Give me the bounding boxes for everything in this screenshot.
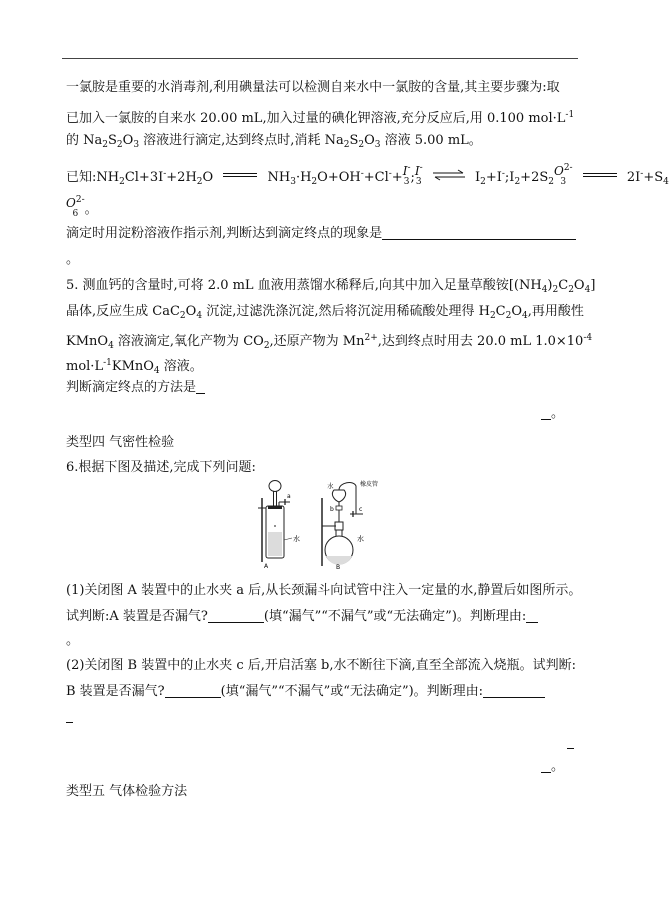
answer-blank-endpoint[interactable] bbox=[382, 225, 576, 240]
tetrathionate: O2- 6 bbox=[66, 195, 85, 219]
q6-p2-blank-line2 bbox=[567, 734, 574, 752]
label-water-b1: 水 bbox=[327, 482, 334, 490]
answer-blank-q6-2d[interactable] bbox=[567, 734, 574, 749]
p1-line2: 已加入一氯胺的自来水 20.00 mL,加入过量的碘化钾溶液,充分反应后,用 0.100 $mol\cdot L^{-1}$ bbox=[66, 110, 575, 126]
q6-intro: 6.根据下图及描述,完成下列问题: bbox=[66, 460, 256, 475]
answer-blank-q6-1a[interactable] bbox=[208, 608, 264, 623]
answer-blank-q6-2c[interactable] bbox=[66, 708, 73, 723]
label-B: B bbox=[336, 564, 341, 571]
label-rubber-tube: 橡皮管 bbox=[360, 481, 379, 488]
answer-blank-q6-2e[interactable] bbox=[541, 758, 551, 773]
tetrathionate-line: O2- 6 。 bbox=[66, 195, 98, 219]
apparatus-figure bbox=[250, 478, 390, 570]
p1-line3: 的 $Na_2S_2O_3$ 溶液进行滴定,达到终点时,消耗 $Na_2S_2O_3$ 溶液 5.00 mL。 bbox=[66, 133, 482, 150]
section-4-heading: 类型四 气密性检验 bbox=[66, 435, 175, 450]
q5-line1: 5. 测血钙的含量时,可将 2.0 mL 血液用蒸馏水稀释后,向其中加入足量草酸铵$[(NH_4)_2C_2O_4]$ bbox=[66, 278, 596, 295]
q5-line2: 晶体,反应生成 $CaC_2O_4$ 沉淀,过滤洗涤沉淀,然后将沉淀用稀硫酸处理得 $H_2C_2O_4$,再用酸性 bbox=[66, 304, 584, 321]
q5-line3: KMnO$_4$ 溶液滴定,氧化产物为 $CO_2$,还原产物为 $Mn^{2+}$,达到终点时用去 20.0 mL $1.0\times 10^{-4}$ bbox=[66, 333, 593, 351]
triiodide-2: I- 3 bbox=[414, 163, 423, 187]
answer-blank-q6-2a[interactable] bbox=[165, 683, 221, 698]
p1-line1: 一氯胺是重要的水消毒剂,利用碘量法可以检测自来水中一氯胺的含量,其主要步骤为:取 bbox=[66, 80, 560, 95]
q6-p1-line2: 试判断:A 装置是否漏气? (填“漏气”“不漏气”或“无法确定”)。判断理由: bbox=[66, 608, 538, 626]
section-5-heading: 类型五 气体检验方法 bbox=[66, 784, 188, 799]
equals-sign-2 bbox=[583, 173, 617, 177]
equilibrium-arrow-icon bbox=[431, 169, 467, 181]
apparatus-b bbox=[322, 483, 363, 566]
label-water-b2: 水 bbox=[357, 535, 364, 543]
q5-line4: $mol\cdot L^{-1}KMnO_4$ 溶液。 bbox=[66, 358, 203, 376]
label-b: b bbox=[330, 506, 334, 513]
q6-p2-end: 。 bbox=[541, 758, 564, 776]
triiodide-1: I- 3 bbox=[402, 163, 411, 187]
p1-question-end: 。 bbox=[66, 252, 80, 267]
label-a: a bbox=[287, 493, 291, 500]
known-equations: 已知$:NH_2Cl+3I^-+2H_2O$ $NH_3\cdot H_2O+OH^-+Cl^-+I-$ 3;I- 3 $I_2+I^-;I_2+2S_2O2-$ 3 $2I^-+S_4$ bbox=[66, 163, 669, 187]
label-A: A bbox=[264, 563, 269, 570]
answer-blank-q6-2b[interactable] bbox=[483, 683, 545, 698]
q6-p2-line2: B 装置是否漏气? (填“漏气”“不漏气”或“无法确定”)。判断理由: bbox=[66, 683, 545, 701]
label-water-a: 水 bbox=[293, 535, 300, 543]
q6-p2-line1: (2)关闭图 B 装置中的止水夹 c 后,开启活塞 b,水不断往下滴,直至全部流入烧瓶。试判断: bbox=[66, 658, 577, 673]
q6-p1-line1: (1)关闭图 A 装置中的止水夹 a 后,从长颈漏斗向试管中注入一定量的水,静置后如图所示。 bbox=[66, 583, 582, 598]
q5-end: 。 bbox=[541, 405, 564, 423]
q5-line5: 判断滴定终点的方法是 bbox=[66, 379, 205, 397]
answer-blank-q6-1b[interactable] bbox=[526, 608, 538, 623]
thiosulfate: O2- 3 bbox=[553, 163, 573, 187]
header-rule bbox=[62, 58, 578, 59]
label-c: c bbox=[359, 506, 363, 513]
p1-question: 滴定时用淀粉溶液作指示剂,判断达到滴定终点的现象是 bbox=[66, 225, 576, 243]
q6-p2-blank-line bbox=[66, 708, 73, 726]
q6-p1-end: 。 bbox=[66, 633, 80, 648]
answer-blank-q5-end[interactable] bbox=[541, 405, 551, 420]
equals-sign bbox=[223, 173, 257, 177]
answer-blank-q5[interactable] bbox=[196, 379, 205, 394]
